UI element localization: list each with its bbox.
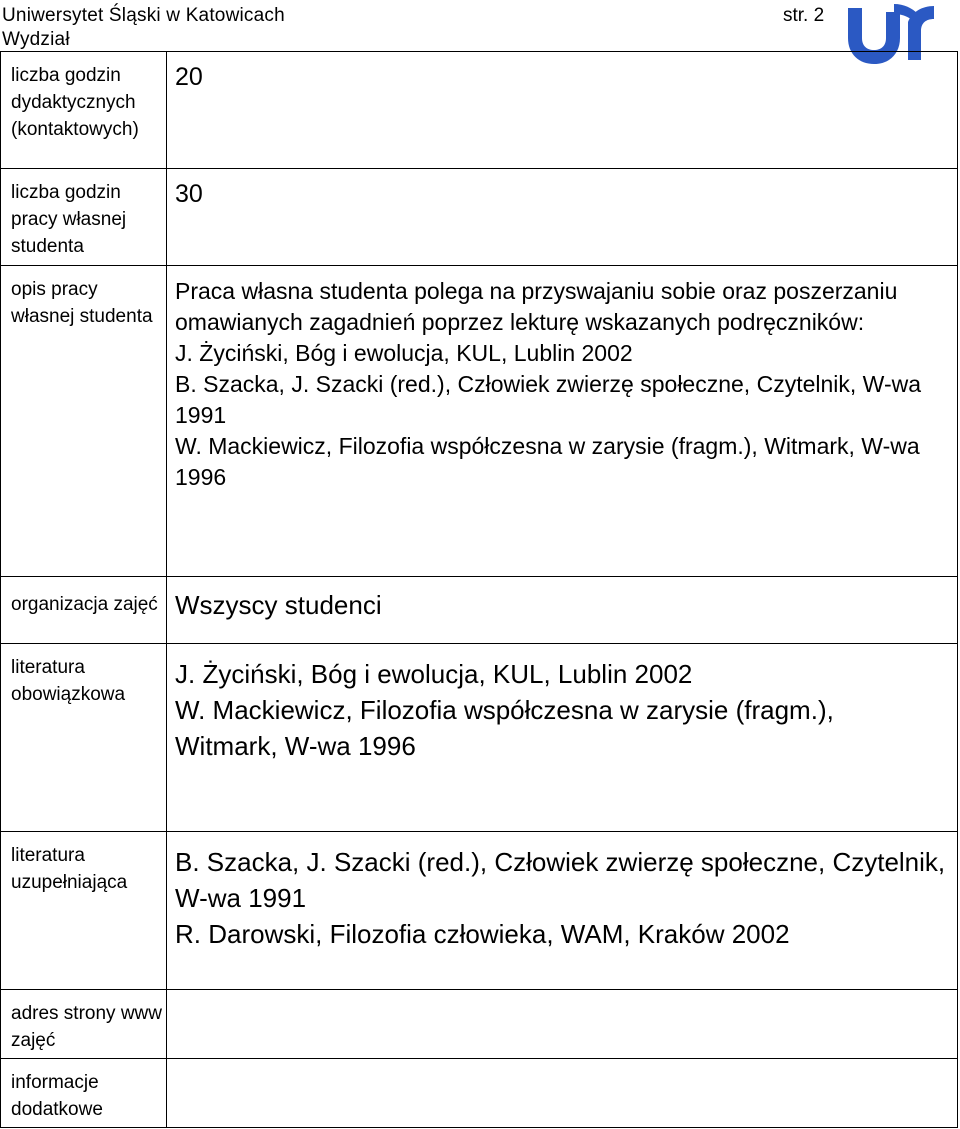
required-literature-list (166, 643, 958, 832)
self-hours-label: liczba godzin pracy własnej studenta (0, 168, 167, 266)
literature-entry: B. Szacka, J. Szacki (red.), Człowiek zwierzę społeczne, Czytelnik, (175, 847, 946, 877)
self-work-line: Praca własna studenta polega na przyswajaniu sobie oraz poszerzaniu (175, 278, 898, 304)
self-work-line: omawianych zagadnień poprzez lekturę wskazanych podręczników: (175, 309, 865, 335)
self-work-line: B. Szacka, J. Szacki (red.), Człowiek zwierzę społeczne, Czytelnik, W-wa (175, 371, 922, 397)
website-value (166, 989, 958, 1059)
self-work-line: J. Życiński, Bóg i ewolucja, KUL, Lublin 2002 (175, 340, 633, 366)
supplementary-literature-label: literatura uzupełniająca (0, 831, 167, 990)
university-name: Uniwersytet Śląski w Katowicach (2, 5, 285, 26)
contact-hours-label: liczba godzin dydaktycznych (kontaktowych) (0, 51, 167, 169)
additional-info-label: informacje dodatkowe (0, 1058, 167, 1128)
literature-entry: R. Darowski, Filozofia człowieka, WAM, Kraków 2002 (175, 919, 790, 949)
literature-entry: W-wa 1991 (175, 883, 307, 913)
self-work-line: W. Mackiewicz, Filozofia współczesna w zarysie (fragm.), Witmark, W-wa (175, 433, 920, 459)
department-name: Wydział (2, 29, 70, 50)
contact-hours-value: 20 (166, 51, 958, 169)
supplementary-literature-list (166, 831, 958, 990)
literature-entry: Witmark, W-wa 1996 (175, 731, 416, 761)
self-work-line: 1996 (175, 464, 227, 490)
self-work-description (166, 265, 958, 577)
page-number: str. 2 (783, 5, 825, 26)
self-work-line: 1991 (175, 402, 227, 428)
additional-info-value (166, 1058, 958, 1128)
literature-entry: W. Mackiewicz, Filozofia współczesna w zarysie (fragm.), (175, 695, 834, 725)
literature-entry: J. Życiński, Bóg i ewolucja, KUL, Lublin 2002 (175, 659, 693, 689)
required-literature-label: literatura obowiązkowa (0, 643, 167, 832)
self-hours-value: 30 (166, 168, 958, 266)
self-work-label: opis pracy własnej studenta (0, 265, 167, 577)
website-label: adres strony www zajęć (0, 989, 167, 1059)
organization-value: Wszyscy studenci (166, 576, 958, 644)
organization-label: organizacja zajęć (0, 576, 167, 644)
